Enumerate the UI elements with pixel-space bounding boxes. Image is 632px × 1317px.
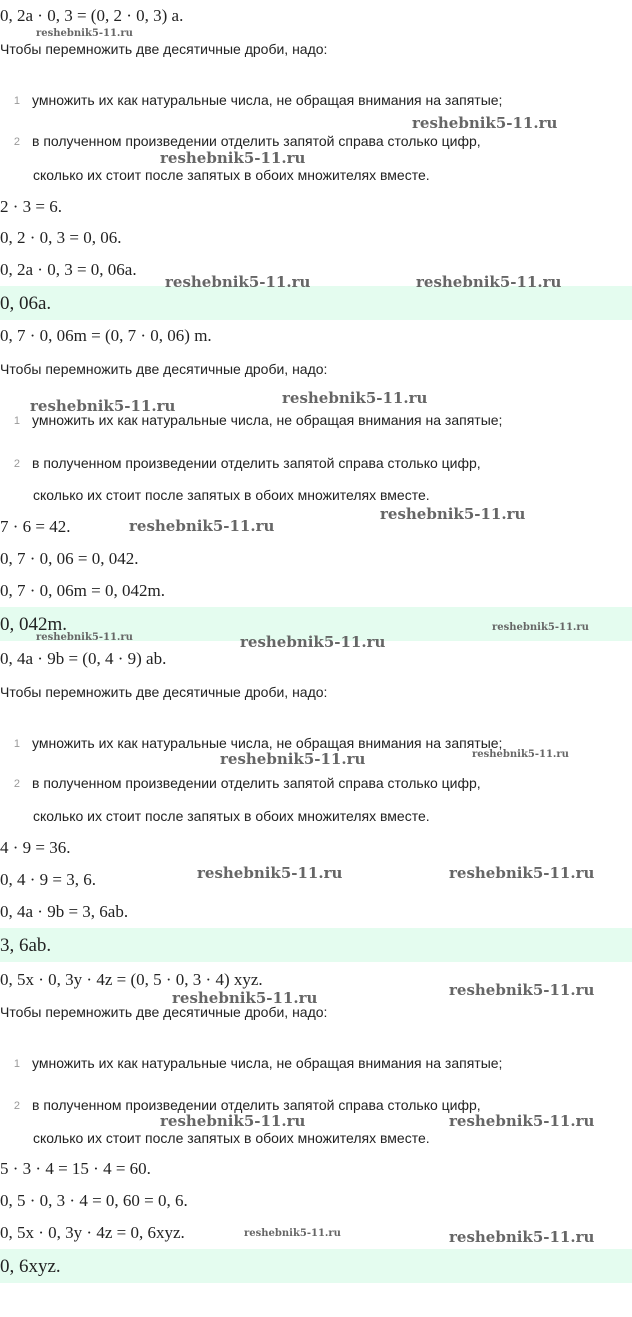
step-2-continuation: сколько их стоит после запятых в обоих множителях вместе. xyxy=(33,167,430,183)
rule-text: Чтобы перемножить две десятичные дроби, надо: xyxy=(0,41,328,57)
expression-header: 0, 7 · 0, 06m = (0, 7 · 0, 06) m. xyxy=(0,326,212,345)
step-2-continuation: сколько их стоит после запятых в обоих множителях вместе. xyxy=(33,487,430,503)
watermark-text: reshebnik5-11.ru xyxy=(197,864,343,882)
watermark-text: reshebnik5-11.ru xyxy=(412,114,558,132)
step-2 xyxy=(0,454,481,473)
step-number: 2 xyxy=(13,136,20,148)
watermark-text: reshebnik5-11.ru xyxy=(282,389,428,407)
watermark-text: reshebnik5-11.ru xyxy=(220,750,366,768)
watermark-text: reshebnik5-11.ru xyxy=(36,28,133,39)
step-number: 1 xyxy=(13,415,20,427)
answer-value: 0, 06a. xyxy=(0,293,52,314)
answer-box xyxy=(0,286,632,320)
watermark-text: reshebnik5-11.ru xyxy=(165,273,311,291)
watermark-text: reshebnik5-11.ru xyxy=(30,397,176,415)
expression-header: 0, 4a · 9b = (0, 4 · 9) ab. xyxy=(0,649,167,668)
watermark-text: reshebnik5-11.ru xyxy=(449,1228,595,1246)
watermark-text: reshebnik5-11.ru xyxy=(449,864,595,882)
calc-line: 4 · 9 = 36. xyxy=(0,838,71,857)
calc-line: 0, 4 · 9 = 3, 6. xyxy=(0,870,96,889)
watermark-text: reshebnik5-11.ru xyxy=(36,632,133,643)
watermark-text: reshebnik5-11.ru xyxy=(160,1112,306,1130)
watermark-text: reshebnik5-11.ru xyxy=(172,989,318,1007)
step-1 xyxy=(0,91,502,110)
calc-line: 0, 4a · 9b = 3, 6ab. xyxy=(0,902,129,921)
calc-line: 0, 7 · 0, 06m = 0, 042m. xyxy=(0,581,165,600)
watermark-text: reshebnik5-11.ru xyxy=(380,505,526,523)
step-text: в полученном произведении отделить запятой справа столько цифр, xyxy=(32,1097,481,1113)
calc-line: 0, 2 · 0, 3 = 0, 06. xyxy=(0,228,122,247)
step-text: умножить их как натуральные числа, не обращая внимания на запятые; xyxy=(32,412,503,428)
answer-value: 0, 042m. xyxy=(0,614,68,635)
step-text: в полученном произведении отделить запятой справа столько цифр, xyxy=(32,775,481,791)
step-text: умножить их как натуральные числа, не обращая внимания на запятые; xyxy=(32,1055,503,1071)
rule-text: Чтобы перемножить две десятичные дроби, надо: xyxy=(0,361,328,377)
watermark-text: reshebnik5-11.ru xyxy=(492,622,589,633)
watermark-text: reshebnik5-11.ru xyxy=(416,273,562,291)
rule-text: Чтобы перемножить две десятичные дроби, надо: xyxy=(0,684,328,700)
answer-box xyxy=(0,928,632,962)
watermark-text: reshebnik5-11.ru xyxy=(449,1112,595,1130)
step-number: 2 xyxy=(13,1100,20,1112)
calc-line: 0, 7 · 0, 06 = 0, 042. xyxy=(0,549,139,568)
calc-line: 0, 5x · 0, 3y · 4z = 0, 6xyz. xyxy=(0,1223,185,1242)
answer-value: 3, 6ab. xyxy=(0,935,52,956)
step-number: 1 xyxy=(13,738,20,750)
watermark-text: reshebnik5-11.ru xyxy=(160,149,306,167)
answer-value: 0, 6xyz. xyxy=(0,1256,61,1277)
step-number: 2 xyxy=(13,778,20,790)
step-text: в полученном произведении отделить запятой справа столько цифр, xyxy=(32,455,481,471)
watermark-text: reshebnik5-11.ru xyxy=(472,749,569,760)
watermark-text: reshebnik5-11.ru xyxy=(244,1228,341,1239)
answer-box xyxy=(0,1249,632,1283)
step-2-continuation: сколько их стоит после запятых в обоих множителях вместе. xyxy=(33,808,430,824)
step-text: умножить их как натуральные числа, не обращая внимания на запятые; xyxy=(32,92,503,108)
calc-line: 5 · 3 · 4 = 15 · 4 = 60. xyxy=(0,1159,151,1178)
step-text: в полученном произведении отделить запятой справа столько цифр, xyxy=(32,133,481,149)
step-number: 2 xyxy=(13,458,20,470)
step-2 xyxy=(0,774,481,793)
step-2-continuation: сколько их стоит после запятых в обоих множителях вместе. xyxy=(33,1130,430,1146)
step-text: умножить их как натуральные числа, не обращая внимания на запятые; xyxy=(32,735,503,751)
step-number: 1 xyxy=(13,1058,20,1070)
step-number: 1 xyxy=(13,95,20,107)
watermark-text: reshebnik5-11.ru xyxy=(240,633,386,651)
rule-text: Чтобы перемножить две десятичные дроби, надо: xyxy=(0,1004,328,1020)
calc-line: 0, 2a · 0, 3 = 0, 06a. xyxy=(0,260,137,279)
expression-header: 0, 2a · 0, 3 = (0, 2 · 0, 3) a. xyxy=(0,6,184,25)
expression-header: 0, 5x · 0, 3y · 4z = (0, 5 · 0, 3 · 4) xyz. xyxy=(0,970,263,989)
step-1 xyxy=(0,1054,502,1073)
watermark-text: reshebnik5-11.ru xyxy=(129,517,275,535)
watermark-text: reshebnik5-11.ru xyxy=(449,981,595,999)
calc-line: 2 · 3 = 6. xyxy=(0,197,62,216)
calc-line: 0, 5 · 0, 3 · 4 = 0, 60 = 0, 6. xyxy=(0,1191,188,1210)
calc-line: 7 · 6 = 42. xyxy=(0,517,71,536)
